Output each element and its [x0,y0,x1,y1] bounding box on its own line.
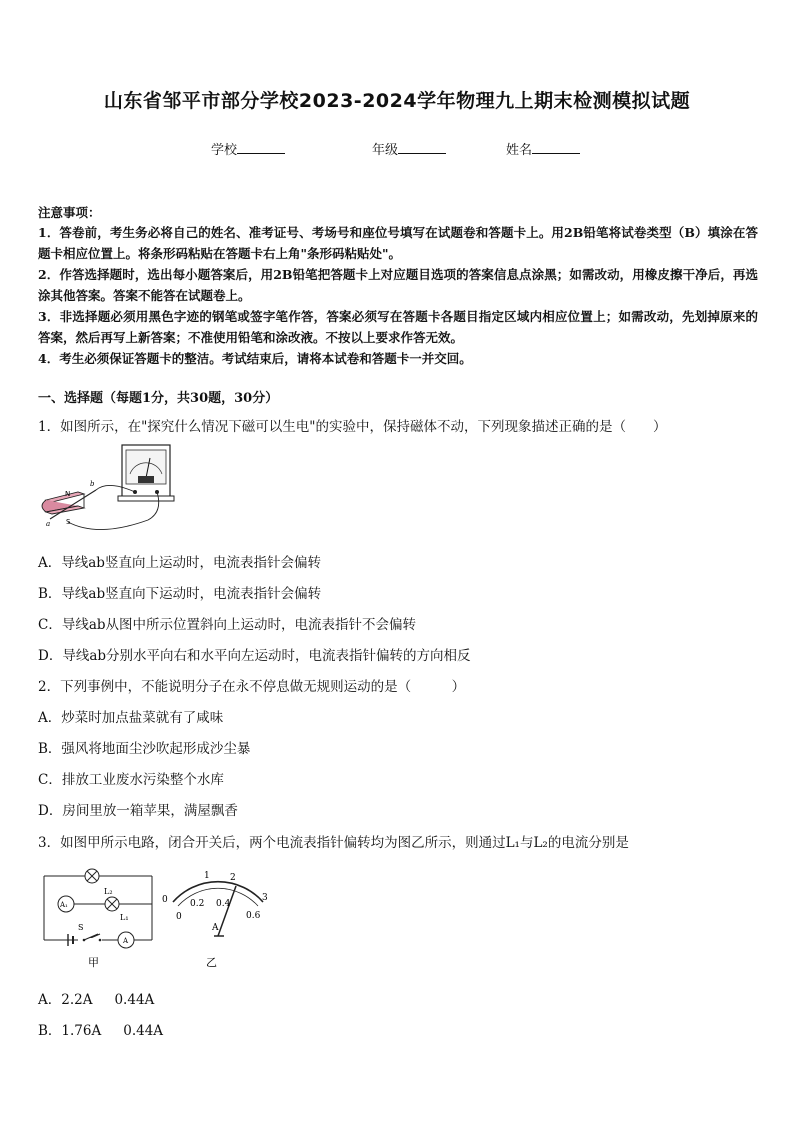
q2-option-d[interactable]: D．房间里放一箱苹果，满屋飘香 [38,803,238,819]
q2-option-b[interactable]: B．强风将地面尘沙吹起形成沙尘暴 [38,741,251,757]
circuit-and-meter-figure [38,862,278,972]
scale-outer-3: 3 [262,893,268,903]
q3-option-b-value-1: 1.76A [61,1023,102,1039]
q3-option-b[interactable] [38,1019,163,1039]
scale-outer-2: 2 [230,873,236,883]
question-1-stem: 1．如图所示，在"探究什么情况下磁可以生电"的实验中，保持磁体不动，下列现象描述正确的是（ ） [38,419,667,435]
q1-option-d[interactable]: D．导线ab分别水平向右和水平向左运动时，电流表指针偏转的方向相反 [38,648,471,664]
scale-inner-1: 0.2 [190,899,205,909]
scale-outer-0: 0 [162,895,168,905]
label-n: N [65,490,71,498]
scale-inner-0: 0 [176,912,182,922]
label-l1: L₁ [120,913,129,922]
q1-option-a[interactable]: A．导线ab竖直向上运动时，电流表指针会偏转 [38,555,321,571]
page-title: 山东省邹平市部分学校2023-2024学年物理九上期末检测模拟试题 [103,90,691,112]
q3-option-a-value-2: 0.44A [114,992,155,1008]
induction-experiment-figure [38,440,178,540]
q1-option-b[interactable]: B．导线ab竖直向下运动时，电流表指针会偏转 [38,586,322,602]
scale-outer-1: 1 [204,871,210,881]
q3-option-a-letter: A． [38,992,62,1008]
notice-item-1: 1．答卷前，考生务必将自己的姓名、准考证号、考场号和座位号填写在试题卷和答题卡上。用2B铅笔将试卷类型（B）填涂在答题卡相应位置上。将条形码粘贴在答题卡右上角"条形码粘贴处"。 [38,225,758,261]
q2-option-a[interactable]: A．炒菜时加点盐菜就有了咸味 [38,710,224,726]
question-3-stem: 3．如图甲所示电路，闭合开关后，两个电流表指针偏转均为图乙所示，则通过L₁与L₂的电流分别是 [38,835,629,851]
notice-item-3: 3．非选择题必须用黑色字迹的钢笔或签字笔作答，答案必须写在答题卡各题目指定区域内相应位置上；如需改动，先划掉原来的答案，然后再写上新答案；不准使用铅笔和涂改液。不按以上要求作答无效。 [38,309,758,345]
grade-field[interactable] [372,139,446,158]
meter-unit: A [212,923,219,933]
grade-label: 年级 [372,143,399,158]
school-label: 学校 [211,143,238,158]
label-s: S [78,923,84,932]
school-blank[interactable] [237,141,285,154]
name-label: 姓名 [506,143,533,158]
name-blank[interactable] [532,141,580,154]
scale-inner-3: 0.6 [246,911,261,921]
notice-item-2: 2．作答选择题时，选出每小题答案后，用2B铅笔把答题卡上对应题目选项的答案信息点涂黑；如需改动，用橡皮擦干净后，再选涂其他答案。答案不能答在试题卷上。 [38,267,758,303]
label-s: S [66,518,71,526]
q3-option-b-letter: B． [38,1023,62,1039]
q3-option-a-value-1: 2.2A [61,992,93,1008]
school-field[interactable] [211,139,285,158]
scale-inner-2: 0.4 [216,899,231,909]
label-b: b [90,480,95,488]
q1-option-c[interactable]: C．导线ab从图中所示位置斜向上运动时，电流表指针不会偏转 [38,617,417,633]
caption-yi: 乙 [206,956,217,969]
name-field[interactable] [506,139,580,158]
notice-item-4: 4．考生必须保证答题卡的整洁。考试结束后，请将本试卷和答题卡一并交回。 [38,351,472,366]
label-a: a [46,520,51,528]
grade-blank[interactable] [398,141,446,154]
label-a: A [123,937,129,945]
label-l2: L₂ [104,887,113,896]
caption-jia: 甲 [88,956,99,969]
notice-heading: 注意事项： [38,205,101,220]
q3-option-b-value-2: 0.44A [123,1023,164,1039]
section-heading: 一、选择题（每题1分，共30题，30分） [38,391,279,406]
q3-option-a[interactable] [38,988,154,1008]
q2-option-c[interactable]: C．排放工业废水污染整个水库 [38,772,224,788]
question-2-stem: 2．下列事例中，不能说明分子在永不停息做无规则运动的是（ ） [38,679,466,695]
label-a1: A₁ [60,901,68,909]
meter-needle [218,886,236,936]
